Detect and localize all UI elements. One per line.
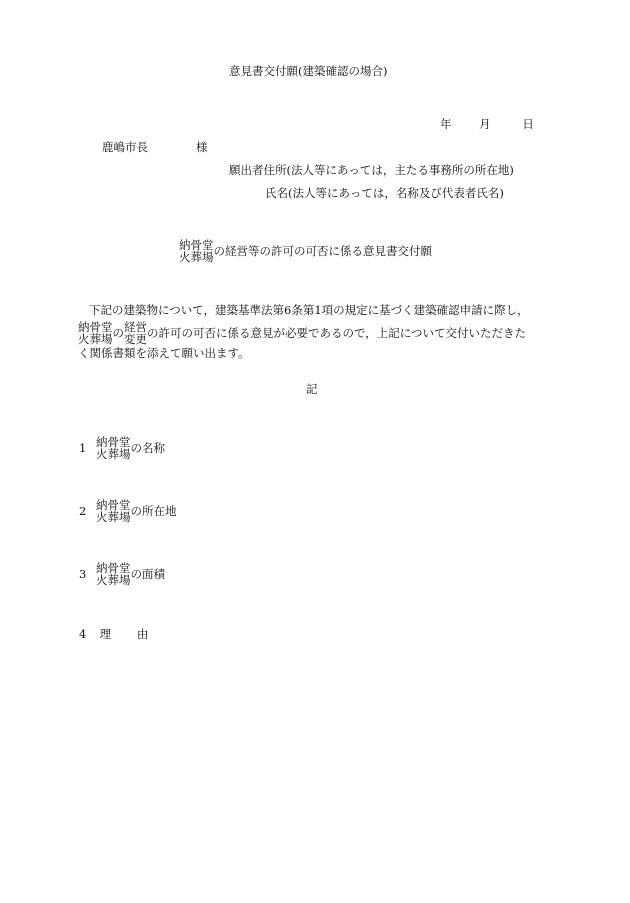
list-item: [79, 563, 165, 586]
list-item-facility-options: [96, 563, 131, 586]
list-item-label: の名称: [130, 440, 165, 455]
list-item-option-nokotsudo: 納骨堂: [96, 498, 131, 512]
document-title: 意見書交付願(建築確認の場合): [229, 64, 388, 78]
subject-option-kasoba: 火葬場: [179, 249, 214, 264]
list-item-number: 4: [79, 627, 87, 641]
ki-heading: 記: [306, 382, 318, 396]
body-facility-nokotsudo: 納骨堂: [78, 320, 113, 334]
body-particle: の: [112, 325, 124, 340]
list-item-option-nokotsudo: 納骨堂: [96, 561, 131, 575]
body-facility-options: [78, 322, 113, 345]
list-item-option-nokotsudo: 納骨堂: [96, 435, 131, 449]
date-line: [440, 119, 534, 131]
list-item-option-kasoba: 火葬場: [96, 509, 131, 524]
list-item-option-kasoba: 火葬場: [96, 446, 131, 461]
body-action-options: [124, 322, 147, 345]
list-item-option-kasoba: 火葬場: [96, 572, 131, 587]
list-item-reason: [79, 629, 148, 641]
date-month: 月: [479, 117, 491, 131]
list-item-number: 3: [79, 566, 87, 581]
list-item: [79, 437, 165, 460]
applicant-address-label: 願出者住所(法人等にあっては，主たる事務所の所在地): [229, 163, 514, 177]
subject-rest: の経営等の許可の可否に係る意見書交付願: [213, 243, 432, 258]
body-line-1: 下記の建築物について，建築基準法第6条第1項の規定に基づく建築確認申請に際し，: [89, 303, 529, 317]
addressee-name: 鹿嶋市長: [102, 140, 148, 154]
body-facility-kasoba: 火葬場: [78, 331, 113, 346]
subject-line: [179, 240, 432, 263]
body-line-2: [78, 322, 526, 345]
subject-option-nokotsudo: 納骨堂: [179, 238, 214, 252]
addressee-honorific: 様: [196, 140, 208, 154]
list-item-number: 1: [79, 440, 87, 455]
body-line-2-rest: の許可の可否に係る意見が必要であるので，上記について交付いただきた: [147, 325, 527, 340]
reason-label-a: 理: [99, 627, 112, 641]
subject-facility-options: [179, 240, 214, 263]
body-line-3: く関係書類を添えて願い出ます。: [78, 346, 250, 360]
body-action-henko: 変更: [124, 331, 147, 346]
list-item-facility-options: [96, 500, 131, 523]
date-year: 年: [440, 117, 452, 131]
date-day: 日: [522, 117, 534, 131]
list-item-label: の所在地: [130, 503, 177, 518]
list-item-number: 2: [79, 503, 87, 518]
list-item: [79, 500, 177, 523]
applicant-name-label: 氏名(法人等にあっては，名称及び代表者氏名): [265, 186, 504, 200]
reason-label-b: 由: [136, 627, 149, 641]
list-item-label: の面積: [130, 566, 165, 581]
list-item-facility-options: [96, 437, 131, 460]
body-action-keiei: 経営: [124, 320, 147, 334]
